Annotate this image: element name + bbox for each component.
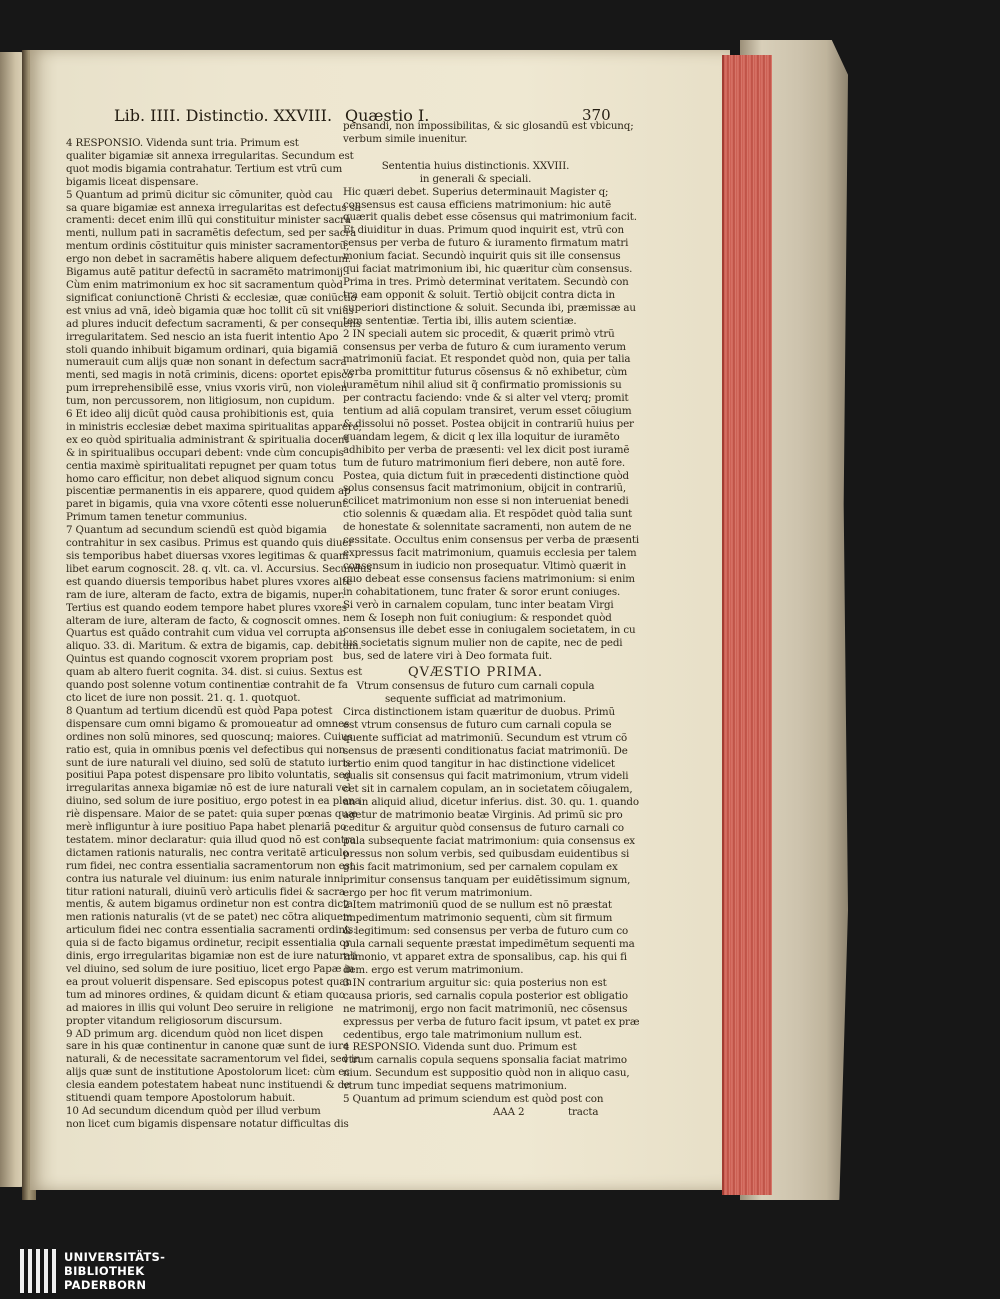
text-line: agetur de matrimonio beatæ Virginis. Ad primũ sic pro [343, 809, 623, 822]
text-line: cessitate. Occultus enim consensus per verba de præsenti [343, 534, 640, 547]
text-line: dispensare cum omni bigamo & promoueatur ad omnes [66, 717, 350, 730]
text-line: 5 Quantum ad primum sciendum est quòd post con [343, 1093, 604, 1106]
text-line: qualiter bigamiæ sit annexa irregularitas. Secundum est [66, 149, 354, 162]
library-line-3: PADERBORN [64, 1278, 147, 1292]
text-line: naturali, & de necessitate sacramentorum vel fidei, sed in [66, 1053, 361, 1066]
text-line: expressus per verba de futuro facit ipsum, vt patet ex præ [343, 1015, 640, 1028]
text-line: monium faciat. Secundò inquirit quis sit ille consensus [343, 250, 621, 263]
text-line: ex eo quòd spiritualia administrant & spiritualia docent [66, 433, 349, 446]
text-line: qui faciat matrimonium ibi, hic quæritur cùm consensus. [343, 263, 633, 276]
text-line: causa prioris, sed carnalis copula posterior est obligatio [343, 989, 628, 1002]
text-line: pula carnali sequente præstat impedimẽtum sequenti ma [343, 938, 635, 951]
text-line: ergo non debet in sacramẽtis habere aliquem defectum. [66, 253, 351, 266]
text-line: 2 IN speciali autem sic procedit, & quærit primò vtrũ [343, 327, 615, 340]
text-line: 9 AD primum arg. dicendum quòd non licet dispen [66, 1027, 324, 1040]
text-line: expressus facit matrimonium, quamuis ecclesia per talem [343, 547, 637, 559]
text-line: tum, non percussorem, non litigiosum, non cupidum. [66, 395, 335, 408]
text-line: 10 Ad secundum dicendum quòd per illud verbum [66, 1104, 321, 1117]
text-line: Prima in tres. Primò determinat veritatem. Secundò con [343, 275, 629, 288]
text-line: irregularitatem. Sed nescio an ista fuerit intentio Apo [66, 330, 339, 343]
text-line: testatem. minor declaratur: quia illud quod nõ est contra [66, 833, 356, 846]
text-line: diuino, sed solum de iure positiuo, ergo potest in ea plena [66, 795, 361, 808]
text-line: riè dispensare. Maior de se patet: quia super pœnas quæ [66, 808, 358, 821]
text-line: quo debeat esse consensus faciens matrimonium: si enim [343, 572, 635, 585]
text-line: cedentibus, ergo tale matrimonium nullum est. [343, 1028, 583, 1041]
text-line: Quintus est quando cognoscit vxorem propriam post [66, 653, 333, 666]
text-line: menti, nullum pati in sacramẽtis defectum, sed per sacra [66, 227, 357, 240]
text-line: tem sententiæ. Tertia ibi, illis autem scientiæ. [343, 314, 577, 327]
text-line: 6 Et ideo alij dicũt quòd causa prohibitionis est, quia [66, 408, 334, 421]
text-line: quandam legem, & dicit q lex illa loquitur de iuramẽto [343, 430, 620, 443]
text-line: merè infliguntur à iure positiuo Papa habet plenariã po [66, 821, 347, 834]
text-line: matrimoniũ faciat. Et respondet quòd non, quia per talia [343, 353, 631, 366]
text-line: piscentiæ permanentis in eis apparere, quod quidem ap [66, 485, 351, 498]
text-line: articulum fidei nec contra essentialia sacramenti ordinis: [66, 924, 357, 937]
text-line: nium. Secundum est suppositio quòd non in aliquo casu, [343, 1067, 630, 1080]
text-line: Postea, quia dictum fuit in præcedenti distinctione quòd [343, 469, 629, 482]
text-line: tra eam opponit & soluit. Tertiò obijcit contra dicta in [343, 288, 616, 301]
text-line: ctio solennis & quædam alia. Et respõdet quòd talia sunt [343, 508, 633, 521]
text-line: mentum ordinis cõstituitur quis minister sacramentorũ, [66, 240, 350, 253]
text-line: & dissolui nõ posset. Postea obijcit in contrariũ huius per [343, 417, 634, 430]
text-line: impedimentum matrimonio sequenti, cùm sit firmum [343, 912, 613, 925]
text-line: gnis facit matrimonium, sed per carnalem copulam ex [343, 860, 618, 873]
text-line: Et diuiditur in duas. Primum quod inquirit est, vtrũ con [343, 224, 624, 237]
text-line: stituendi quam tempore Apostolorum habuit. [66, 1092, 296, 1105]
text-line: Si verò in carnalem copulam, tunc inter beatam Virgi [343, 598, 614, 611]
text-line: & in spiritualibus occupari debent: vnde cùm concupis [66, 446, 344, 459]
text-line: ius societatis signum mulier non de capite, nec de pedi [343, 637, 623, 650]
text-line: quærit qualis debet esse cõsensus qui matrimonium facit. [343, 211, 637, 224]
text-line: numerauit cum alijs quæ non sonant in defectum sacra [66, 356, 347, 369]
folio-number: 370 [582, 106, 611, 124]
text-line: quia si de facto bigamus ordinetur, recipit essentialia or [66, 937, 351, 950]
text-line: alteram de iure, alteram de facto, & cognoscit omnes. [66, 614, 341, 627]
text-line: 7 Quantum ad secundum sciendũ est quòd bigamia [66, 524, 327, 537]
text-line: sunt de iure naturali vel diuino, sed solũ de statuto iuris [66, 756, 351, 769]
text-line: consensum in iudicio non prosequatur. Vltimò quærit in [343, 559, 627, 572]
library-logo-text [64, 1250, 165, 1292]
text-line: consensus per verba de futuro & cum iuramento verum [343, 340, 626, 353]
text-line: cto licet de iure non possit. 21. q. 1. quotquot. [66, 691, 301, 704]
text-line: ceditur & arguitur quòd consensus de futuro carnali co [343, 822, 624, 835]
catchword: tracta [568, 1105, 599, 1118]
text-line: an in aliquid aliud, dicetur inferius. dist. 30. qu. 1. quando [343, 796, 639, 809]
text-line: tertio enim quod tangitur in hac distinctione videlicet [343, 757, 615, 770]
text-line: ram de iure, alteram de facto, extra de bigamis, nuper. [66, 588, 345, 601]
text-line: tum de futuro matrimonium fieri debere, non autẽ fore. [343, 456, 626, 469]
library-logo-mark [20, 1249, 58, 1293]
text-line: pressus non solum verbis, sed quibusdam euidentibus si [343, 847, 630, 860]
text-line: significat coniunctionẽ Christi & ecclesiæ, quæ coniũctio [66, 291, 357, 304]
text-line: qualis sit consensus qui facit matrimonium, vtrum videli [343, 770, 629, 783]
text-line: quando post solenne votum continentiæ contrahit de fa [66, 679, 348, 692]
right-column-continuation [343, 120, 634, 146]
text-line: dinis, ergo irregularitas bigamiæ non est de iure naturali [66, 950, 357, 963]
sententia-heading: Sententia huius distinctionis. XXVIII. [381, 159, 570, 172]
text-line: verba promittitur futurus cõsensus & nõ exhibetur, cùm [343, 366, 628, 379]
text-line: propter vitandum religiosorum discursum. [66, 1014, 283, 1027]
running-head-left: Lib. IIII. Distinctio. XXVIII. [114, 106, 333, 125]
text-line: menti, sed magis in notã criminis, dicens: oportet episco [66, 369, 354, 382]
text-line: est quando diuersis temporibus habet plures vxores alte [66, 575, 353, 588]
text-line: 4 RESPONSIO. Videnda sunt duo. Primum est [343, 1041, 577, 1054]
text-line: quam ab altero fuerit cognita. 34. dist. si cuius. Sextus est [66, 666, 363, 679]
text-line: dictamen rationis naturalis, nec contra veritatẽ articulo [66, 846, 349, 859]
text-line: sensus de præsenti conditionatus faciat matrimoniũ. De [343, 744, 628, 757]
text-line: cet sit in carnalem copulam, an in societatem cõiugalem, [343, 783, 633, 796]
text-line: quente sufficiat ad matrimoniũ. Secundum est vtrum cõ [343, 731, 628, 744]
text-line: 3 IN contrarium arguitur sic: quia posterius non est [343, 976, 607, 989]
text-line: in ministris ecclesiæ debet maxima spiritualitas apparere, [66, 420, 362, 433]
text-line: 8 Quantum ad tertium dicendũ est quòd Papa potest [66, 704, 333, 717]
text-line: stoli quando inhibuit bigamum ordinari, quia bigamiã [66, 343, 338, 356]
text-line: contra ius naturale vel diuinum: ius enim naturale inni [66, 872, 344, 885]
text-line: ea prout voluerit dispensare. Sed episcopus potest quan [66, 975, 352, 988]
library-logo [10, 1249, 210, 1293]
text-line: ad plures inducit defectum sacramenti, & per consequens [66, 317, 361, 330]
text-line: verbum simile inuenitur. [343, 132, 468, 145]
text-line: per contractu faciendo: vnde & si alter vel vterq; promit [343, 392, 629, 405]
sententia-body [343, 185, 640, 664]
text-line: aliquo. 33. di. Maritum. & extra de bigamis, cap. debitum. [66, 640, 362, 653]
text-line: tum ad minores ordines, & quidam dicunt & etiam quo [66, 988, 345, 1001]
text-line: sare in his quæ continentur in canone quæ sunt de iure [66, 1040, 349, 1053]
text-line: Hic quæri debet. Superius determinauit Magister q; [343, 185, 609, 198]
text-line: sa quare bigamiæ est annexa irregularitas est defectus sa [66, 201, 361, 214]
text-line: libet earum cognoscit. 28. q. vlt. ca. vl. Accursius. Secundus [66, 562, 372, 575]
text-line: irregularitas annexa bigamiæ nõ est de iure naturali vel [66, 782, 351, 795]
signature-mark: AAA 2 [493, 1105, 525, 1118]
sententia-subheading: in generali & speciali. [419, 172, 532, 185]
text-line: iuramẽtum nihil aliud sit q̃ confirmatio promissionis su [343, 379, 622, 392]
text-line: pula subsequente faciat matrimonium: quia consensus ex [343, 834, 635, 847]
text-line: alijs quæ sunt de institutione Apostolorum licet: cùm ec [66, 1066, 350, 1079]
text-line: pensandi, non impossibilitas, & sic glosandũ est vbicunq; [343, 120, 634, 132]
text-line: sis temporibus habet diuersas vxores legitimas & quam [66, 550, 349, 562]
text-line: consensus ille debet esse in coniugalem societatem, in cu [343, 624, 636, 637]
text-line: mentis, & autem bigamus ordinetur non est contra dicta [66, 898, 353, 911]
text-line: dem. ergo est verum matrimonium. [343, 964, 524, 976]
text-line: 4 RESPONSIO. Videnda sunt tria. Primum est [66, 137, 299, 149]
text-line: Primum tamen tenetur communius. [66, 511, 248, 524]
text-line: vtrum carnalis copula sequens sponsalia faciat matrimo [343, 1054, 627, 1067]
text-line: & legitimum: sed consensus per verba de futuro cum co [343, 925, 629, 938]
text-line: Cùm enim matrimonium ex hoc sit sacramentum quòd [66, 278, 343, 291]
red-page-edges [722, 55, 772, 1195]
text-line: trimonio, vt apparet extra de sponsalibus, cap. his qui fi [343, 951, 627, 964]
text-line: vtrum tunc impediat sequens matrimonium. [343, 1080, 567, 1093]
text-line: clesia eandem potestatem habeat nunc instituendi & de [66, 1079, 350, 1092]
text-line: ad maiores in illis qui volunt Deo seruire in religione [66, 1001, 334, 1014]
text-line: titur rationi naturali, diuinũ verò articulis fidei & sacra [66, 885, 345, 898]
quaestio-subtitle-2: sequente sufficiat ad matrimonium. [385, 692, 566, 705]
right-text-column [343, 120, 640, 1119]
text-line: cramenti: decet enim illũ qui constituitur minister sacra [66, 214, 351, 227]
text-line: pum irreprehensibilẽ esse, vnius vxoris virũ, non violen [66, 382, 348, 395]
text-line: tentium ad aliã copulam transiret, verum esset cõiugium [343, 405, 632, 418]
running-head-right: Quæstio I. [345, 106, 430, 125]
text-line: adhibito per verba de præsenti: vel lex dicit post iuramẽ [343, 443, 630, 456]
text-line: scilicet matrimonium non esse si non interueniat benedi [343, 495, 629, 508]
text-line: vel diuino, sed solum de iure positiuo, licet ergo Papæ in [66, 963, 355, 975]
text-line: primitur consensus tanquam per euidẽtissimum signum, [343, 873, 631, 886]
text-line: quot modis bigamia contrahatur. Tertium est vtrũ cum [66, 162, 343, 175]
text-line: men rationis naturalis (vt de se patet) nec cõtra aliquem [66, 911, 353, 924]
quaestio-body [343, 705, 640, 1106]
text-line: de honestate & solennitate sacramenti, non autem de ne [343, 521, 632, 534]
text-line: Circa distinctionem istam quæritur de duobus. Primũ [343, 705, 615, 718]
text-line: contrahitur in sex casibus. Primus est quando quis diuer [66, 537, 354, 550]
text-line: sensus per verba de futuro & iuramento firmatum matri [343, 237, 629, 250]
text-line: non licet cum bigamis dispensare notatur difficultas dis [66, 1117, 349, 1130]
text-line: superiori distinctione & soluit. Secunda ibi, præmissæ au [343, 301, 636, 314]
text-line: solus consensus facit matrimonium, obijcit in contrariũ, [343, 482, 627, 495]
text-line: paret in bigamis, quia vna vxore cõtenti esse noluerunt. [66, 498, 350, 511]
text-line: positiui Papa potest dispensare pro libito voluntatis, sed [66, 769, 351, 782]
text-line: bigamis liceat dispensare. [66, 175, 199, 188]
text-line: nem & Ioseph non fuit coniugium: & respondet quòd [343, 611, 612, 624]
text-line: ergo per hoc fit verum matrimonium. [343, 886, 533, 899]
text-line: rum fidei, nec contra essentialia sacramentorum non est [66, 859, 354, 872]
library-line-1: UNIVERSITÄTS- [64, 1250, 166, 1264]
text-line: Quartus est quãdo contrahit cum vidua vel corrupta ab [66, 627, 346, 640]
left-text-column [66, 137, 372, 1131]
text-line: Bigamus autẽ patitur defectũ in sacramẽto matrimonij. [66, 266, 346, 279]
text-line: 5 Quantum ad primũ dicitur sic cõmuniter, quòd cau [66, 188, 333, 201]
text-line: bus, sed de latere viri à Deo formata fuit. [343, 650, 553, 663]
text-line: centia maximè spiritualitati repugnet per quam totus [66, 459, 337, 472]
text-line: est vtrum consensus de futuro cum carnali copula se [343, 718, 612, 731]
text-line: ratio est, quia in omnibus pœnis vel defectibus qui non [66, 743, 346, 756]
text-line: ne matrimonij, ergo non facit matrimoniũ, nec cõsensus [343, 1002, 628, 1015]
text-line: consensus est causa efficiens matrimonium: hic autẽ [343, 198, 612, 211]
text-line: homo caro efficitur, non debet aliquod signum concu [66, 472, 334, 485]
quaestio-title: QVÆSTIO PRIMA. [407, 665, 544, 681]
library-line-2: BIBLIOTHEK [64, 1264, 145, 1278]
text-line: Tertius est quando eodem tempore habet plures vxores [66, 601, 347, 614]
quaestio-subtitle-1: Vtrum consensus de futuro cum carnali copula [356, 680, 595, 693]
text-line: 2 Item matrimoniũ quod de se nullum est nõ præstat [343, 899, 612, 912]
text-line: ordines non solũ minores, sed quoscunq; maiores. Cuius [66, 730, 353, 743]
text-line: in cohabitationem, tunc frater & soror erunt coniuges. [343, 585, 621, 598]
text-line: est vnius ad vnã, ideò bigamia quæ hoc tollit cũ sit vnius [66, 304, 354, 317]
